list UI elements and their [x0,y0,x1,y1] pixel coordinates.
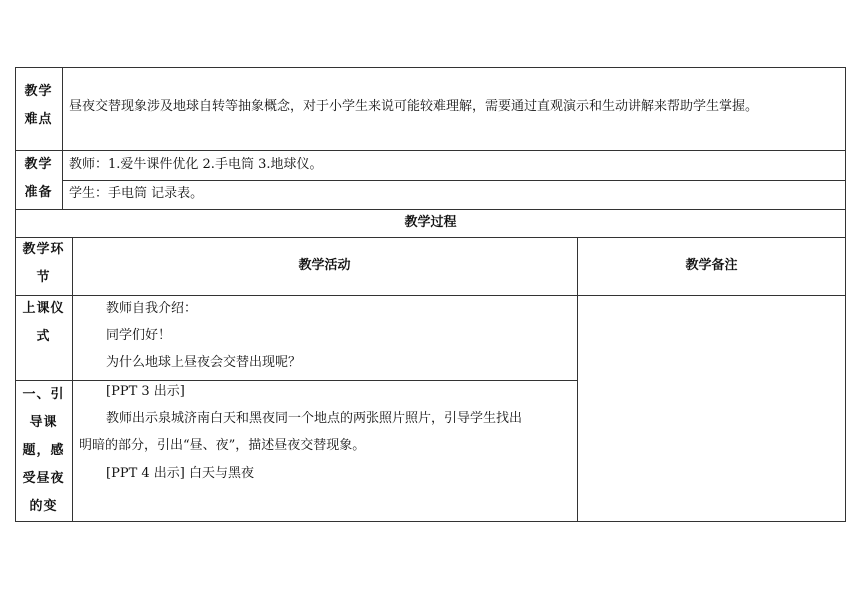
divider [15,209,846,210]
row-activity-line: [PPT 3 出示] [106,384,185,399]
divider [15,150,846,151]
header-activity: 教学活动 [298,258,351,273]
preparation-label-line2: 准备 [24,185,53,200]
row-stage [15,381,72,521]
preparation-student: 学生：手电筒 记录表。 [69,186,204,201]
difficulty-label [15,78,62,134]
header-notes: 教学备注 [685,258,738,273]
row-activity-line: 教师自我介绍： [106,301,198,316]
header-stage-line1: 教学环 [22,242,65,257]
header-stage [15,236,72,292]
divider [62,67,63,209]
difficulty-label-line2: 难点 [24,112,53,127]
row-activity-line: 同学们好！ [106,328,172,343]
row-stage-line: 受昼夜 [22,471,65,486]
difficulty-text: 昼夜交替现象涉及地球自转等抽象概念，对于小学生来说可能较难理解，需要通过直观演示和生动讲解来帮助学生掌握。 [69,99,759,114]
preparation-label-line1: 教学 [24,157,53,172]
row-stage-line: 题，感 [22,443,65,458]
row-stage-line: 的变 [29,499,58,514]
preparation-teacher: 教师：1.爱牛课件优化 2.手电筒 3.地球仪。 [69,157,323,172]
process-title: 教学过程 [404,215,457,230]
row-stage [15,295,72,351]
difficulty-label-line1: 教学 [24,84,53,99]
divider [15,237,846,238]
row-stage-line: 式 [36,329,51,344]
row-activity-line: 明暗的部分，引出“昼、夜”，描述昼夜交替现象。 [79,438,366,453]
row-stage-line: 上课仪 [22,301,65,316]
header-stage-line2: 节 [36,270,51,285]
preparation-label [15,151,62,207]
divider [72,237,73,522]
row-activity-line: 教师出示泉城济南白天和黑夜同一个地点的两张照片照片，引导学生找出 [106,411,523,426]
divider [15,380,577,381]
divider [62,180,846,181]
row-activity-line: [PPT 4 出示] 白天与黑夜 [106,466,254,481]
row-activity-line: 为什么地球上昼夜会交替出现呢？ [106,355,302,370]
divider [577,237,578,522]
row-stage-line: 一、引 [22,387,65,402]
divider [15,295,846,296]
row-stage-line: 导课 [29,415,58,430]
